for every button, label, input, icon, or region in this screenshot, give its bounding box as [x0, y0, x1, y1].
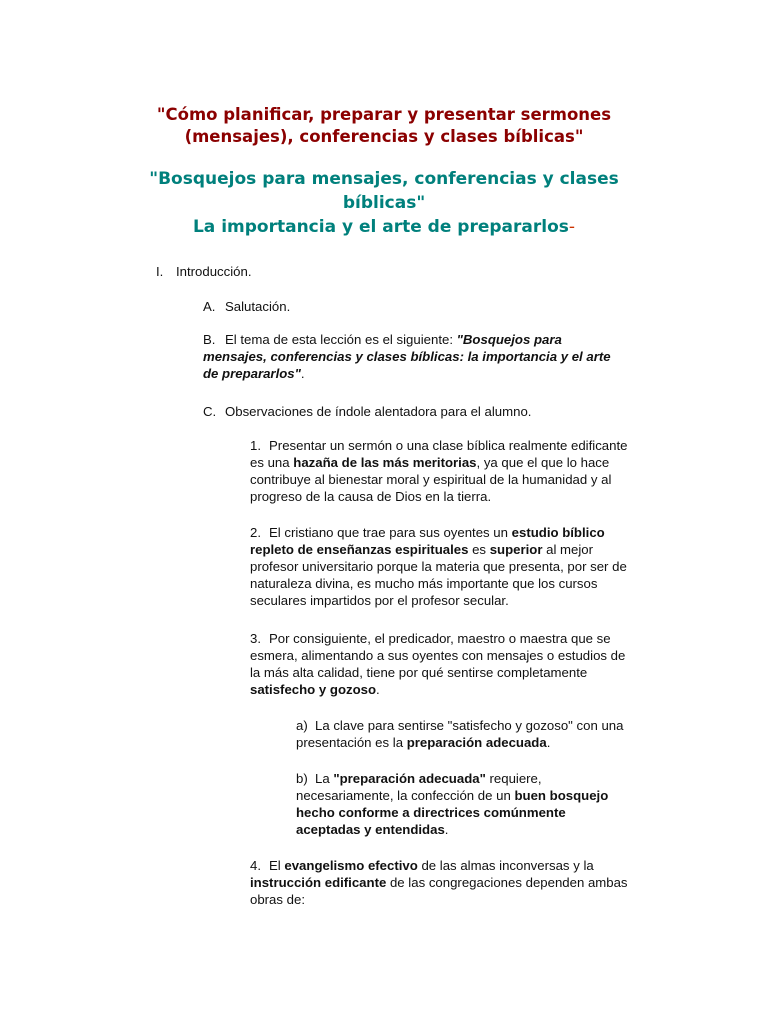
outline-item-4: [250, 857, 628, 908]
emphasis-text: buen bosquejo: [514, 788, 609, 803]
outline-text: requiere,: [485, 771, 542, 786]
outline-text: .: [300, 366, 305, 381]
emphasis-text: preparación adecuada: [406, 735, 547, 750]
document-subtitle: [60, 167, 708, 239]
document-title: [60, 104, 708, 148]
outline-marker: a): [296, 718, 308, 733]
outline-text: El tema de esta lección es el siguiente:: [225, 332, 457, 347]
outline-text: de las almas inconversas y la: [417, 858, 594, 873]
subtitle-line-1: "Bosquejos para mensajes, conferencias y clases: [149, 169, 619, 189]
outline-text: obras de:: [250, 892, 305, 907]
outline-text: La clave para sentirse "satisfecho y gozoso" con una: [315, 718, 624, 733]
subtitle-line-3-wrap: [60, 215, 708, 239]
outline-item-i: [156, 263, 252, 280]
outline-text: Salutación.: [225, 299, 291, 314]
outline-text: Presentar un sermón o una clase bíblica realmente edificante: [269, 438, 628, 453]
lesson-theme-quote-end: de prepararlos": [203, 366, 301, 381]
outline-text: presentación es la: [296, 735, 407, 750]
outline-marker: 1.: [250, 438, 261, 453]
outline-item-c: [203, 403, 531, 420]
emphasis-text: aceptadas y entendidas: [296, 822, 445, 837]
outline-text: Observaciones de índole alentadora para el alumno.: [225, 404, 532, 419]
subtitle-line-2: bíblicas": [342, 193, 426, 213]
emphasis-text: estudio bíblico: [511, 525, 605, 540]
outline-text: El: [269, 858, 285, 873]
emphasis-text: instrucción edificante: [250, 875, 387, 890]
outline-text: contribuye al bienestar moral y espiritual de la humanidad y al: [250, 472, 612, 487]
outline-text: .: [546, 735, 551, 750]
emphasis-text: "preparación adecuada": [333, 771, 486, 786]
outline-text: al mejor: [542, 542, 594, 557]
outline-text: de las congregaciones dependen ambas: [386, 875, 628, 890]
outline-item-a-lower: [296, 717, 623, 751]
emphasis-text: evangelismo efectivo: [284, 858, 418, 873]
outline-text: naturaleza divina, es mucho más importante que los cursos: [250, 576, 598, 591]
lesson-theme-quote-cont: mensajes, conferencias y clases bíblicas: la importancia y el arte: [203, 349, 611, 364]
title-line-1: "Cómo planificar, preparar y presentar sermones: [156, 105, 612, 124]
emphasis-text: hecho conforme a directrices comúnmente: [296, 805, 566, 820]
emphasis-text: hazaña de las más meritorias: [293, 455, 477, 470]
outline-item-1: [250, 437, 627, 505]
outline-text: El cristiano que trae para sus oyentes un: [269, 525, 512, 540]
outline-text: la más alta calidad, tiene por qué sentirse completamente: [250, 665, 588, 680]
outline-marker: b): [296, 771, 308, 786]
outline-text: es: [468, 542, 490, 557]
outline-marker: 4.: [250, 858, 261, 873]
subtitle-trailing-dash: -: [568, 217, 576, 237]
outline-text: esmera, alimentando a sus oyentes con mensajes o estudios de: [250, 648, 626, 663]
outline-marker: C.: [203, 404, 217, 419]
outline-item-b-lower: [296, 770, 608, 838]
subtitle-line-3: La importancia y el arte de prepararlos: [192, 217, 569, 237]
outline-marker: A.: [203, 299, 216, 314]
title-line-2: (mensajes), conferencias y clases bíblicas": [184, 127, 584, 146]
outline-text: seculares impartidos por el profesor secular.: [250, 593, 509, 608]
outline-marker: B.: [203, 332, 216, 347]
outline-text: es una: [250, 455, 294, 470]
outline-item-a: [203, 298, 290, 315]
emphasis-text: superior: [489, 542, 543, 557]
outline-text: .: [444, 822, 449, 837]
outline-text: Introducción.: [176, 264, 252, 279]
emphasis-text: repleto de enseñanzas espirituales: [250, 542, 469, 557]
outline-text: .: [376, 682, 380, 697]
outline-text: , ya que el que lo hace: [476, 455, 610, 470]
outline-item-b: [203, 331, 611, 382]
outline-text: La: [315, 771, 334, 786]
outline-marker: 3.: [250, 631, 261, 646]
lesson-theme-quote: "Bosquejos para: [456, 332, 562, 347]
outline-item-2: [250, 524, 627, 609]
outline-item-3: [250, 630, 625, 698]
outline-marker: 2.: [250, 525, 261, 540]
emphasis-text: satisfecho y gozoso: [250, 682, 377, 697]
outline-text: Por consiguiente, el predicador, maestro o maestra que se: [269, 631, 611, 646]
outline-text: necesariamente, la confección de un: [296, 788, 515, 803]
outline-marker: I.: [156, 264, 164, 279]
outline-text: profesor universitario porque la materia que presenta, por ser de: [250, 559, 627, 574]
outline-text: progreso de la causa de Dios en la tierra.: [250, 489, 492, 504]
